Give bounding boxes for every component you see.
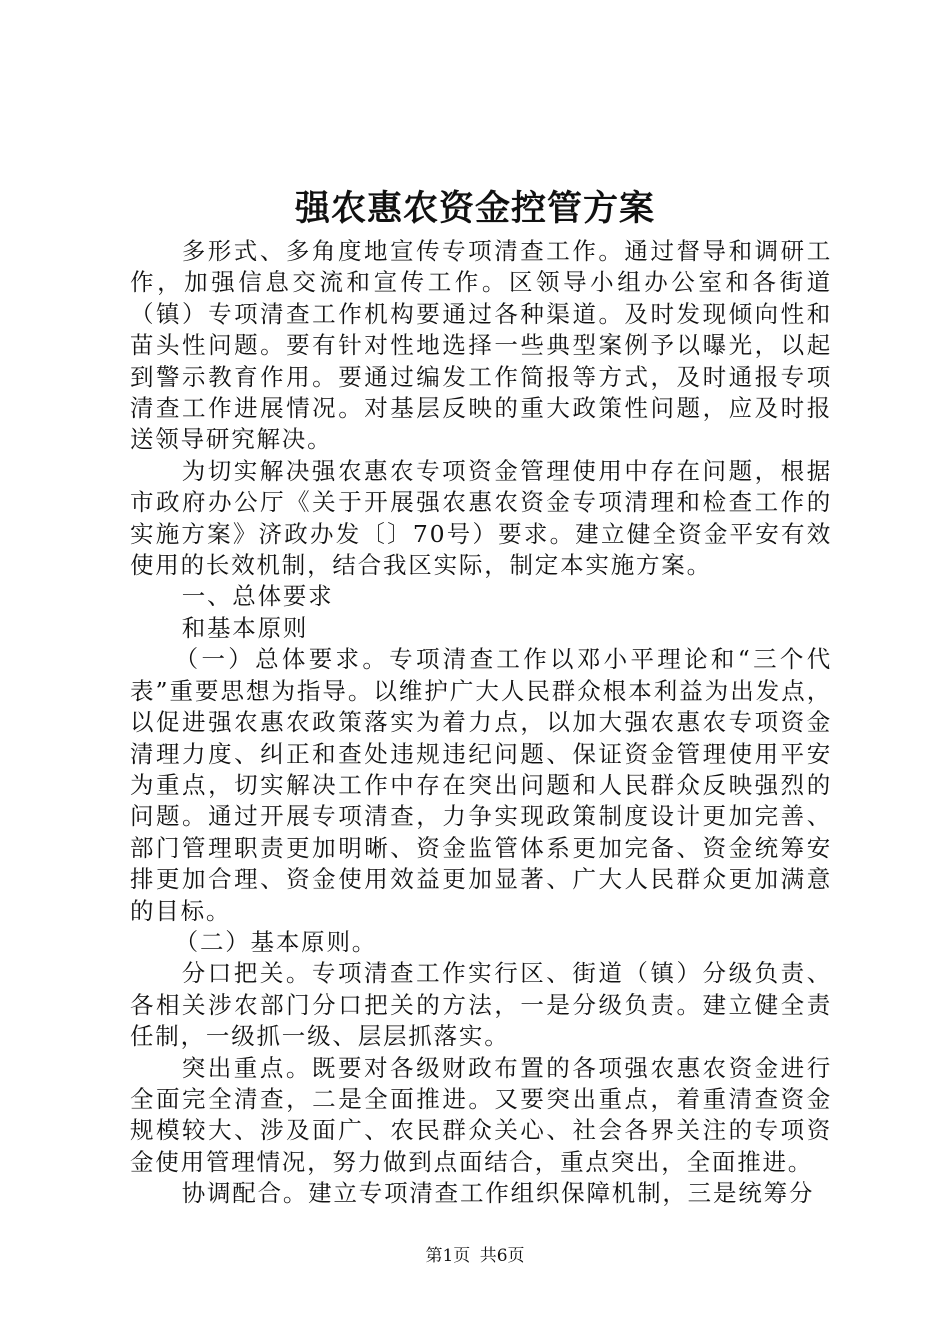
- document-title: 强农惠农资金控管方案: [294, 188, 655, 229]
- paragraph-key-points: 突出重点。既要对各级财政布置的各项强农惠农资金进行全面完全清查，二是全面推进。又要突出重点，着重清查资金规模较大、涉及面广、农民群众关心、社会各界关注的专项资金使用管理情况，努力做到点面结合，重点突出，全面推进。: [130, 1053, 832, 1176]
- page-total: 共6页: [479, 1246, 525, 1266]
- section-heading-general: 一、总体要求: [181, 582, 334, 611]
- page-footer: [0, 1244, 950, 1268]
- paragraph-publicity: 多形式、多角度地宣传专项清查工作。通过督导和调研工作，加强信息交流和宣传工作。区领导小组办公室和各街道（镇）专项清查工作机构要通过各种渠道。及时发现倾向性和苗头性问题。要有针对性地选择一些典型案例予以曝光，以起到警示教育作用。要通过编发工作简报等方式，及时通报专项清查工作进展情况。对基层反映的重大政策性问题，应及时报送领导研究解决。: [130, 237, 832, 454]
- section-heading-principles: 和基本原则: [181, 613, 309, 642]
- page-number: 第1页: [425, 1246, 471, 1266]
- paragraph-general-requirements: （一）总体要求。专项清查工作以邓小平理论和“三个代表”重要思想为指导。以维护广大人民群众根本利益为出发点，以促进强农惠农政策落实为着力点，以加大强农惠农专项资金清理力度、纠正和查处违规违纪问题、保证资金管理使用平安为重点，切实解决工作中存在突出问题和人民群众反映强烈的问题。通过开展专项清查，力争实现政策制度设计更加完善、部门管理职责更加明晰、资金监管体系更加完备、资金统筹安排更加合理、资金使用效益更加显著、广大人民群众更加满意的目标。: [130, 645, 832, 925]
- paragraph-purpose: 为切实解决强农惠农专项资金管理使用中存在问题，根据市政府办公厅《关于开展强农惠农资金专项清理和检查工作的实施方案》济政办发〔〕70号）要求。建立健全资金平安有效使用的长效机制，结合我区实际，制定本实施方案。: [130, 456, 832, 580]
- document-body: [130, 236, 832, 1210]
- paragraph-divided-responsibility: 分口把关。专项清查工作实行区、街道（镇）分级负责、各相关涉农部门分口把关的方法，一是分级负责。建立健全责任制，一级抓一级、层层抓落实。: [130, 959, 832, 1051]
- paragraph-coordination: 协调配合。建立专项清查工作组织保障机制，三是统筹分: [181, 1179, 815, 1208]
- subheading-basic-principles: （二）基本原则。: [174, 927, 378, 956]
